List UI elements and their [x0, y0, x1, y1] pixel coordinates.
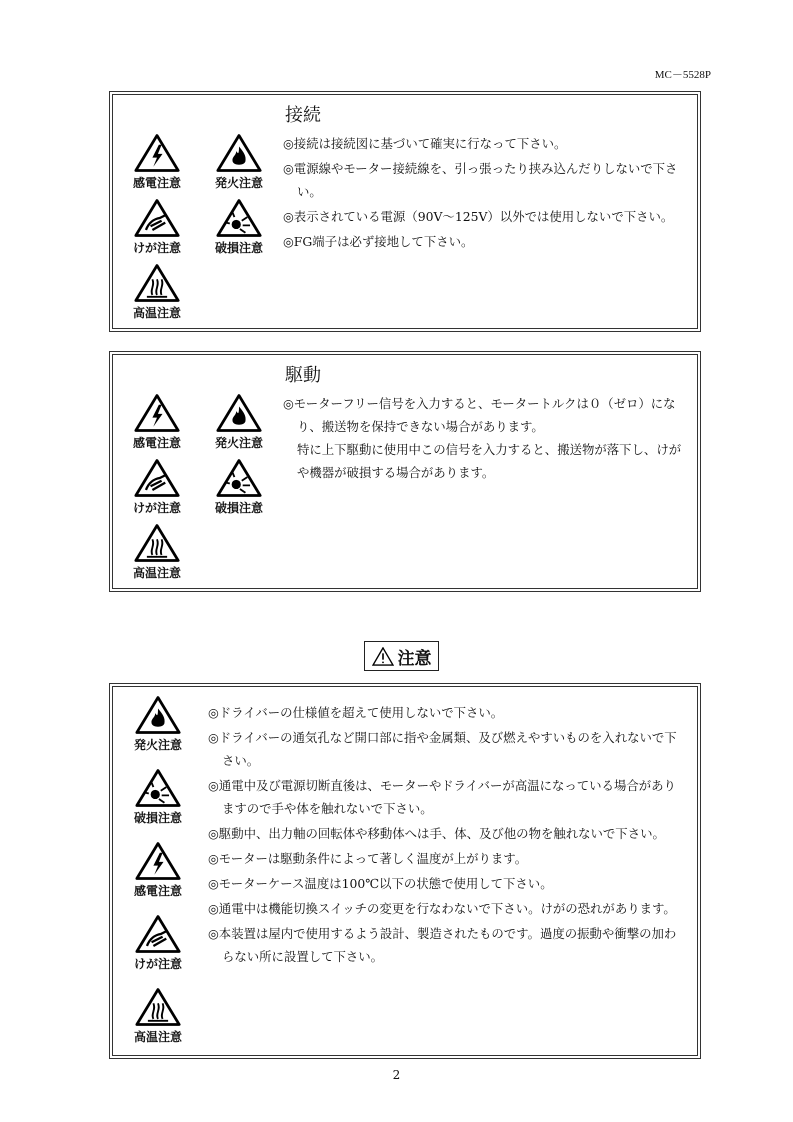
electric-shock-icon — [135, 841, 181, 881]
shock-label: 感電注意 — [132, 176, 181, 190]
fire-label: 発火注意 — [214, 176, 263, 190]
heat-warning — [122, 263, 192, 321]
shock-warning — [123, 841, 193, 899]
injury-warning — [122, 198, 192, 256]
list-item: ◎通電中及び電源切断直後は、モーターやドライバーが高温になっている場合がありますので手や体を触れないで下さい。 — [208, 778, 676, 816]
list-item: ◎本装置は屋内で使用するよう設計、製造されたものです。過度の振動や衝撃の加わらない所に設置して下さい。 — [208, 926, 677, 964]
injury-warning — [122, 458, 192, 516]
injury-label: けが注意 — [133, 957, 182, 971]
list-item: ◎表示されている電源（90V～125V）以外では使用しないで下さい。 — [283, 209, 674, 224]
list-item: ◎モーターは駆動条件によって著しく温度が上がります。 — [208, 851, 528, 866]
damage-label: 破損注意 — [133, 811, 182, 825]
connection-items — [283, 132, 687, 255]
damage-label: 破損注意 — [214, 501, 263, 515]
list-item: 特に上下駆動に使用中この信号を入力すると、搬送物が落下し、けがや機器が破損する場合があります。 — [297, 442, 682, 480]
damage-warning — [204, 458, 274, 516]
fire-icon — [216, 393, 262, 433]
list-item: ◎モーターフリー信号を入力すると、モータートルクは０（ゼロ）になり、搬送物を保持できない場合があります。 — [283, 396, 676, 434]
section-title-drive: 駆動 — [285, 365, 321, 386]
injury-label: けが注意 — [132, 241, 181, 255]
heat-label: 高温注意 — [133, 1030, 182, 1044]
heat-label: 高温注意 — [132, 566, 181, 580]
high-temperature-icon — [135, 987, 181, 1027]
fire-warning — [204, 133, 274, 191]
caution-heading — [364, 641, 439, 671]
caution-section — [112, 686, 698, 1056]
connection-section — [112, 94, 698, 329]
fire-label: 発火注意 — [133, 738, 182, 752]
heat-label: 高温注意 — [132, 306, 181, 320]
electric-shock-icon — [134, 133, 180, 173]
electric-shock-icon — [134, 393, 180, 433]
shock-warning — [122, 133, 192, 191]
heat-warning — [122, 523, 192, 581]
shock-label: 感電注意 — [132, 436, 181, 450]
fire-icon — [135, 695, 181, 735]
list-item: ◎ドライバーの通気孔など開口部に指や金属類、及び燃えやすいものを入れないで下さい。 — [208, 730, 677, 768]
list-item: ◎通電中は機能切換スイッチの変更を行なわないで下さい。けがの恐れがあります。 — [208, 901, 676, 916]
list-item: ◎駆動中、出力軸の回転体や移動体へは手、体、及び他の物を触れないで下さい。 — [208, 826, 665, 841]
heat-warning — [123, 987, 193, 1045]
caution-items — [208, 701, 687, 970]
fire-warning — [123, 695, 193, 753]
fire-warning — [204, 393, 274, 451]
fire-label: 発火注意 — [214, 436, 263, 450]
shock-label: 感電注意 — [133, 884, 182, 898]
list-item: ◎電源線やモーター接続線を、引っ張ったり挟み込んだりしないで下さい。 — [283, 161, 678, 199]
list-item: ◎ドライバーの仕様値を超えて使用しないで下さい。 — [208, 705, 504, 720]
warning-icon — [372, 647, 394, 666]
caution-title: 注意 — [397, 648, 432, 669]
section-title-connection: 接続 — [285, 105, 321, 126]
high-temperature-icon — [134, 523, 180, 563]
hand-injury-icon — [135, 914, 181, 954]
list-item: ◎モーターケース温度は100℃以下の状態で使用して下さい。 — [208, 876, 553, 891]
damage-warning — [123, 768, 193, 826]
list-item: ◎接続は接続図に基づいて確実に行なって下さい。 — [283, 136, 567, 151]
document-code: MC－5528P — [654, 69, 711, 81]
injury-label: けが注意 — [132, 501, 181, 515]
hand-injury-icon — [134, 458, 180, 498]
hand-injury-icon — [134, 198, 180, 238]
explosion-damage-icon — [135, 768, 181, 808]
drive-items — [283, 392, 687, 484]
drive-section — [112, 354, 698, 589]
explosion-damage-icon — [216, 458, 262, 498]
page-number: 2 — [392, 1068, 401, 1082]
injury-warning — [123, 914, 193, 972]
damage-label: 破損注意 — [214, 241, 263, 255]
list-item: ◎FG端子は必ず接地して下さい。 — [283, 234, 474, 249]
shock-warning — [122, 393, 192, 451]
high-temperature-icon — [134, 263, 180, 303]
fire-icon — [216, 133, 262, 173]
explosion-damage-icon — [216, 198, 262, 238]
damage-warning — [204, 198, 274, 256]
